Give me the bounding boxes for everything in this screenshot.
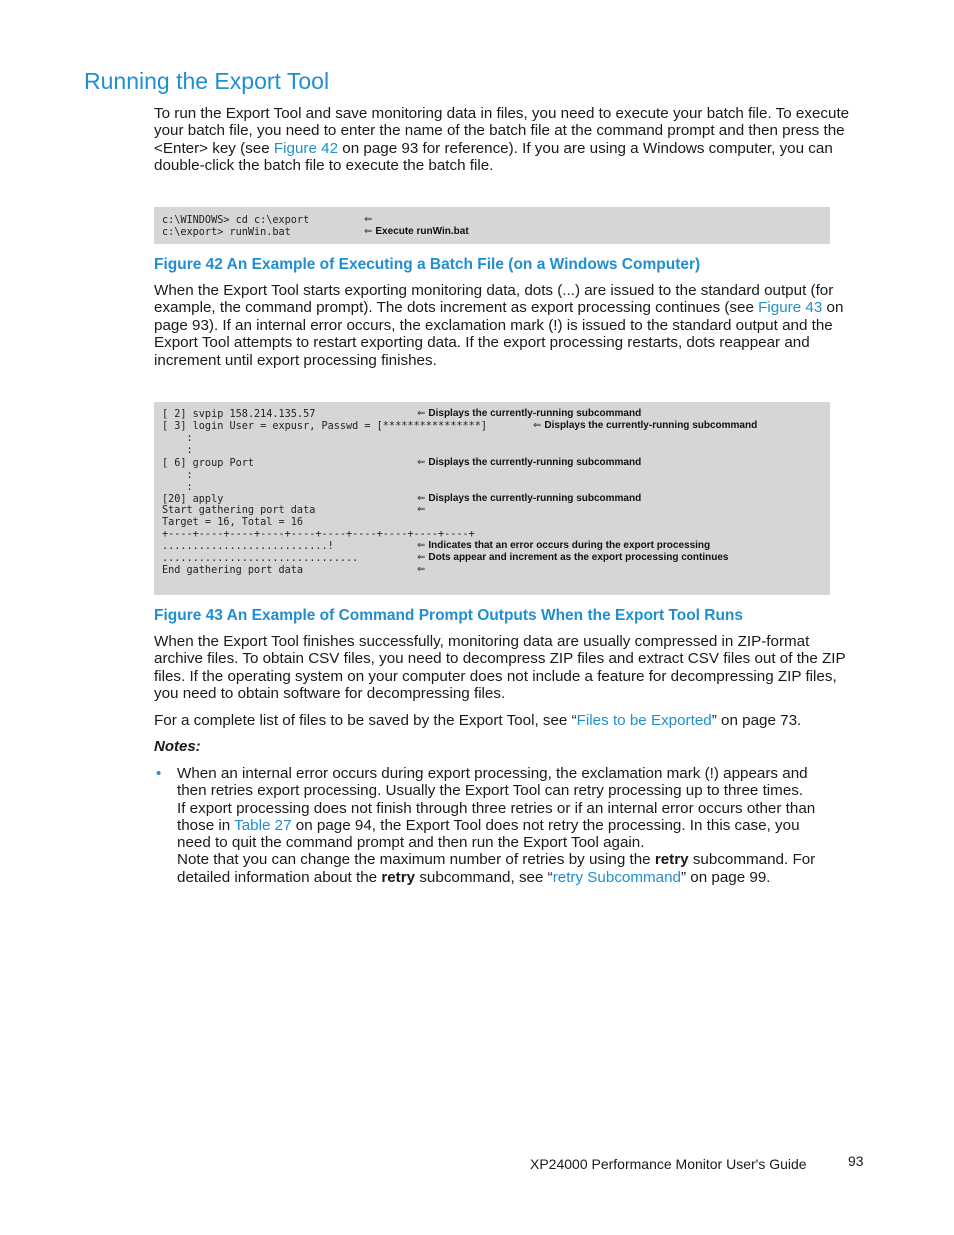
code-line: c:\export> runWin.bat [162,227,291,238]
csv-paragraph: When the Export Tool finishes successfully, monitoring data are usually compressed in ZIP-format archive files. To obtain CSV files, you need to decompress ZIP files and extract CSV files out of the ZIP files. If the operating system on your computer does not include a feature for decompressing ZIP files, you need to obtain software for decompressing files. [154,633,846,703]
bullet-line-3: Note that you can change the maximum number of retries by using the retry subcommand. For detailed information about the retry subcommand, see “retry Subcommand” on page 99. [177,851,816,886]
page-number: 93 [848,1153,864,1169]
code-line: ...........................! [162,541,334,552]
para4-text-a: For a complete list of files to be saved by the Export Tool, see “ [154,712,577,729]
code-annotation: ⇐ Indicates that an error occurs during the export processing [417,540,711,551]
code-line: [20] apply [162,494,224,505]
retry-subcommand-link[interactable]: retry Subcommand [552,868,682,886]
code-annotation: ⇐ Displays the currently-running subcommand [417,457,642,468]
code-annotation: ⇐ Displays the currently-running subcommand [417,493,642,504]
code-line: : [162,470,193,481]
left-arrow-icon: ⇐ [364,214,373,225]
code-line: [ 2] svpip 158.214.135.57 [162,409,316,420]
left-arrow-icon: ⇐ [417,552,426,563]
para4-text-b: ” on page 73. [711,712,802,729]
code-annotation [417,504,428,516]
code-line: : [162,445,193,456]
bullet-line-1: When an internal error occurs during export processing, the exclamation mark (!) appears and then retries export processing. Usually the Export Tool can retry processing up to three times. [177,765,808,800]
code-annotation: ⇐ Dots appear and increment as the export processing continues [417,552,729,563]
left-arrow-icon: ⇐ [417,493,426,504]
figure-42-caption: Figure 42 An Example of Executing a Batch File (on a Windows Computer) [154,256,701,273]
code-annotation: ⇐ Execute runWin.bat [364,226,469,237]
files-list-paragraph [154,712,859,729]
figure-43-caption: Figure 43 An Example of Command Prompt Outputs When the Export Tool Runs [154,607,744,624]
code-line: Start gathering port data [162,505,316,516]
page-heading: Running the Export Tool [84,68,330,94]
code-line: : [162,433,193,444]
bullet-line-2: If export processing does not finish through three retries or if an internal error occurs other than those in Table 27 on page 94, the Export Tool does not retry the processing. In this case, you need to quit the command prompt and then run the Export Tool again. [177,799,816,852]
code-line: End gathering port data [162,565,304,576]
code-annotation: ⇐ Displays the currently-running subcommand [417,408,642,419]
code-line: ................................ [162,553,359,564]
left-arrow-icon: ⇐ [533,420,542,431]
left-arrow-icon: ⇐ [417,564,426,575]
para1-text-b: on page 93 for reference). If you are using a Windows computer, you can double-click the batch file to execute the batch file. [154,139,833,175]
code-line: c:\WINDOWS> cd c:\export [162,215,310,226]
note-bullet-item [177,765,837,886]
retry-keyword: retry [654,851,689,869]
code-line: : [162,482,193,493]
notes-label: Notes: [154,738,201,755]
left-arrow-icon: ⇐ [417,504,426,515]
code-line: Target = 16, Total = 16 [162,517,304,528]
code-annotation: ⇐ Displays the currently-running subcommand [533,420,758,431]
code-annotation [417,564,428,576]
code-annotation [364,214,375,226]
code-line: +----+----+----+----+----+----+----+----+----+----+ [162,529,475,540]
figure-43-code-box [154,402,830,595]
footer-title: XP24000 Performance Monitor User's Guide [530,1156,807,1172]
table-27-link[interactable]: Table 27 [234,816,292,834]
code-line: [ 6] group Port [162,458,255,469]
intro-paragraph [154,105,859,175]
left-arrow-icon: ⇐ [417,408,426,419]
retry-keyword: retry [381,868,416,886]
left-arrow-icon: ⇐ [417,457,426,468]
left-arrow-icon: ⇐ [364,226,373,237]
figure-42-link[interactable]: Figure 42 [273,139,339,157]
bullet-icon: • [156,765,162,782]
export-output-paragraph [154,282,859,369]
para1-text-a: To run the Export Tool and save monitoring data in files, you need to execute your batch file. To execute your batch file, you need to enter the name of the batch file at the command prompt and then press the <Enter> key (see [154,105,850,157]
figure-43-link[interactable]: Figure 43 [758,299,823,317]
files-to-be-exported-link[interactable]: Files to be Exported [576,712,712,729]
figure-42-code-box [154,207,830,244]
left-arrow-icon: ⇐ [417,540,426,551]
code-line: [ 3] login User = expusr, Passwd = [****************] [162,421,488,432]
para2-text-a: When the Export Tool starts exporting monitoring data, dots (...) are issued to the standard output (for example, the command prompt). The dots increment as export processing continues (see [154,282,834,317]
para2-text-b: on page 93). If an internal error occurs, the exclamation mark (!) is issued to the standard output and the Export Tool attempts to restart exporting data. If the export processing restarts, dots reappear and increment until export processing finishes. [154,299,844,369]
